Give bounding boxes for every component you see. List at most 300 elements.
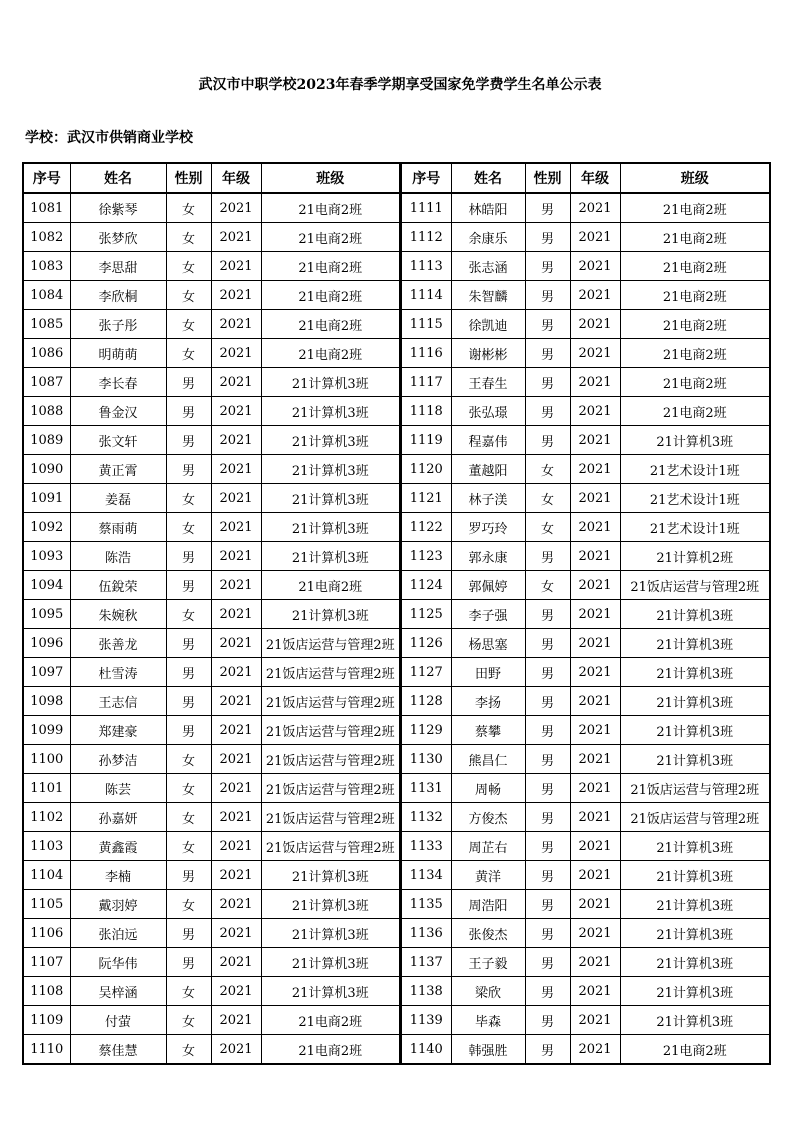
cell-class: 21电商2班 xyxy=(261,1006,400,1035)
cell-grade: 2021 xyxy=(211,890,261,919)
cell-grade: 2021 xyxy=(570,629,620,658)
table-row xyxy=(23,890,400,919)
cell-gender: 男 xyxy=(525,629,570,658)
document-title: 武汉市中职学校2023年春季学期享受国家免学费学生名单公示表 xyxy=(198,77,602,93)
cell-name: 罗巧玲 xyxy=(451,513,525,542)
cell-gender: 男 xyxy=(525,193,570,223)
table-row xyxy=(401,513,770,542)
cell-grade: 2021 xyxy=(570,368,620,397)
cell-gender: 男 xyxy=(525,281,570,310)
cell-grade: 2021 xyxy=(211,193,261,223)
header-name: 姓名 xyxy=(70,163,166,193)
cell-class: 21饭店运营与管理2班 xyxy=(261,832,400,861)
table-row xyxy=(401,1035,770,1065)
cell-class: 21计算机3班 xyxy=(620,745,770,774)
cell-class: 21计算机3班 xyxy=(620,658,770,687)
cell-class: 21计算机3班 xyxy=(620,716,770,745)
cell-number: 1134 xyxy=(401,861,451,890)
cell-number: 1131 xyxy=(401,774,451,803)
cell-name: 戴羽婷 xyxy=(70,890,166,919)
cell-class: 21电商2班 xyxy=(620,281,770,310)
table-row xyxy=(23,571,400,600)
cell-name: 张子彤 xyxy=(70,310,166,339)
cell-gender: 男 xyxy=(525,687,570,716)
cell-class: 21饭店运营与管理2班 xyxy=(261,774,400,803)
cell-grade: 2021 xyxy=(211,600,261,629)
cell-gender: 女 xyxy=(166,890,211,919)
cell-gender: 男 xyxy=(525,774,570,803)
cell-class: 21电商2班 xyxy=(620,310,770,339)
cell-number: 1114 xyxy=(401,281,451,310)
table-row xyxy=(401,803,770,832)
cell-name: 朱婉秋 xyxy=(70,600,166,629)
cell-name: 李思甜 xyxy=(70,252,166,281)
cell-grade: 2021 xyxy=(570,977,620,1006)
cell-name: 张弘璟 xyxy=(451,397,525,426)
cell-name: 蔡雨萌 xyxy=(70,513,166,542)
cell-class: 21计算机3班 xyxy=(620,890,770,919)
cell-grade: 2021 xyxy=(211,484,261,513)
cell-gender: 女 xyxy=(166,339,211,368)
cell-class: 21计算机3班 xyxy=(261,513,400,542)
cell-class: 21电商2班 xyxy=(620,1035,770,1065)
cell-name: 田野 xyxy=(451,658,525,687)
cell-number: 1092 xyxy=(23,513,70,542)
cell-gender: 女 xyxy=(166,252,211,281)
cell-grade: 2021 xyxy=(570,426,620,455)
cell-name: 孙梦洁 xyxy=(70,745,166,774)
cell-gender: 女 xyxy=(166,803,211,832)
header-gender: 性别 xyxy=(525,163,570,193)
table-row xyxy=(401,571,770,600)
header-gender: 性别 xyxy=(166,163,211,193)
cell-gender: 女 xyxy=(166,745,211,774)
cell-number: 1138 xyxy=(401,977,451,1006)
cell-grade: 2021 xyxy=(570,687,620,716)
cell-number: 1128 xyxy=(401,687,451,716)
cell-name: 程嘉伟 xyxy=(451,426,525,455)
cell-number: 1095 xyxy=(23,600,70,629)
cell-gender: 男 xyxy=(166,687,211,716)
cell-number: 1122 xyxy=(401,513,451,542)
table-row xyxy=(401,310,770,339)
cell-number: 1107 xyxy=(23,948,70,977)
cell-gender: 女 xyxy=(166,193,211,223)
cell-grade: 2021 xyxy=(211,455,261,484)
cell-class: 21计算机3班 xyxy=(261,977,400,1006)
cell-class: 21计算机3班 xyxy=(261,397,400,426)
cell-name: 陈浩 xyxy=(70,542,166,571)
table-row xyxy=(23,919,400,948)
cell-grade: 2021 xyxy=(211,716,261,745)
cell-gender: 男 xyxy=(525,223,570,252)
cell-gender: 女 xyxy=(525,455,570,484)
cell-gender: 男 xyxy=(525,397,570,426)
table-row xyxy=(401,861,770,890)
cell-gender: 男 xyxy=(525,803,570,832)
cell-grade: 2021 xyxy=(211,310,261,339)
table-row xyxy=(23,832,400,861)
cell-gender: 男 xyxy=(166,919,211,948)
cell-number: 1113 xyxy=(401,252,451,281)
cell-grade: 2021 xyxy=(570,832,620,861)
cell-grade: 2021 xyxy=(211,658,261,687)
cell-name: 陈芸 xyxy=(70,774,166,803)
cell-gender: 男 xyxy=(525,716,570,745)
cell-class: 21电商2班 xyxy=(620,397,770,426)
cell-grade: 2021 xyxy=(211,542,261,571)
cell-gender: 女 xyxy=(166,774,211,803)
cell-gender: 男 xyxy=(166,542,211,571)
cell-grade: 2021 xyxy=(570,1035,620,1065)
cell-number: 1126 xyxy=(401,629,451,658)
cell-name: 黄正霄 xyxy=(70,455,166,484)
cell-grade: 2021 xyxy=(211,223,261,252)
cell-gender: 男 xyxy=(525,339,570,368)
cell-class: 21计算机3班 xyxy=(261,455,400,484)
cell-number: 1116 xyxy=(401,339,451,368)
table-row xyxy=(23,252,400,281)
cell-number: 1136 xyxy=(401,919,451,948)
cell-number: 1093 xyxy=(23,542,70,571)
cell-name: 张俊杰 xyxy=(451,919,525,948)
cell-gender: 男 xyxy=(166,455,211,484)
cell-gender: 男 xyxy=(525,1035,570,1065)
cell-name: 张文轩 xyxy=(70,426,166,455)
cell-name: 徐凯迪 xyxy=(451,310,525,339)
cell-gender: 女 xyxy=(525,484,570,513)
table-header-row xyxy=(401,163,770,193)
cell-gender: 女 xyxy=(166,1035,211,1065)
header-name: 姓名 xyxy=(451,163,525,193)
table-row xyxy=(23,455,400,484)
cell-grade: 2021 xyxy=(570,919,620,948)
cell-class: 21计算机3班 xyxy=(620,919,770,948)
cell-name: 方俊杰 xyxy=(451,803,525,832)
cell-name: 张梦欣 xyxy=(70,223,166,252)
cell-number: 1085 xyxy=(23,310,70,339)
cell-grade: 2021 xyxy=(570,571,620,600)
cell-class: 21计算机3班 xyxy=(261,600,400,629)
school-name: 学校：武汉市供销商业学校 xyxy=(25,130,193,146)
table-row xyxy=(23,281,400,310)
cell-name: 张志涵 xyxy=(451,252,525,281)
table-row xyxy=(23,1006,400,1035)
cell-grade: 2021 xyxy=(570,745,620,774)
table-row xyxy=(23,193,400,223)
cell-gender: 男 xyxy=(525,542,570,571)
cell-number: 1135 xyxy=(401,890,451,919)
cell-number: 1110 xyxy=(23,1035,70,1065)
table-row xyxy=(401,339,770,368)
cell-grade: 2021 xyxy=(570,397,620,426)
cell-number: 1123 xyxy=(401,542,451,571)
cell-number: 1083 xyxy=(23,252,70,281)
cell-grade: 2021 xyxy=(570,600,620,629)
cell-class: 21饭店运营与管理2班 xyxy=(620,774,770,803)
cell-grade: 2021 xyxy=(570,484,620,513)
cell-name: 蔡佳慧 xyxy=(70,1035,166,1065)
cell-name: 徐紫琴 xyxy=(70,193,166,223)
table-row xyxy=(401,977,770,1006)
table-row xyxy=(23,745,400,774)
cell-grade: 2021 xyxy=(211,745,261,774)
cell-class: 21电商2班 xyxy=(261,281,400,310)
cell-class: 21计算机3班 xyxy=(261,861,400,890)
cell-grade: 2021 xyxy=(211,861,261,890)
cell-name: 孙嘉妍 xyxy=(70,803,166,832)
cell-gender: 男 xyxy=(166,861,211,890)
cell-number: 1104 xyxy=(23,861,70,890)
cell-class: 21电商2班 xyxy=(261,571,400,600)
cell-number: 1132 xyxy=(401,803,451,832)
cell-gender: 男 xyxy=(525,977,570,1006)
table-header-row xyxy=(23,163,400,193)
cell-name: 王志信 xyxy=(70,687,166,716)
cell-grade: 2021 xyxy=(211,919,261,948)
cell-name: 董越阳 xyxy=(451,455,525,484)
cell-gender: 女 xyxy=(166,513,211,542)
cell-class: 21计算机3班 xyxy=(261,890,400,919)
cell-grade: 2021 xyxy=(570,861,620,890)
cell-grade: 2021 xyxy=(211,948,261,977)
cell-number: 1094 xyxy=(23,571,70,600)
cell-class: 21计算机3班 xyxy=(620,861,770,890)
table-row xyxy=(23,977,400,1006)
cell-grade: 2021 xyxy=(570,890,620,919)
cell-name: 梁欣 xyxy=(451,977,525,1006)
cell-class: 21计算机3班 xyxy=(620,687,770,716)
cell-class: 21电商2班 xyxy=(261,310,400,339)
table-row xyxy=(401,455,770,484)
cell-class: 21电商2班 xyxy=(620,193,770,223)
cell-name: 李欣桐 xyxy=(70,281,166,310)
cell-gender: 男 xyxy=(166,948,211,977)
cell-number: 1125 xyxy=(401,600,451,629)
cell-name: 谢彬彬 xyxy=(451,339,525,368)
cell-name: 张泊远 xyxy=(70,919,166,948)
cell-gender: 男 xyxy=(166,368,211,397)
cell-grade: 2021 xyxy=(211,571,261,600)
cell-class: 21艺术设计1班 xyxy=(620,513,770,542)
table-row xyxy=(23,310,400,339)
cell-name: 李扬 xyxy=(451,687,525,716)
cell-gender: 女 xyxy=(166,484,211,513)
cell-name: 余康乐 xyxy=(451,223,525,252)
cell-grade: 2021 xyxy=(211,1035,261,1065)
cell-name: 韩强胜 xyxy=(451,1035,525,1065)
cell-name: 黄鑫霞 xyxy=(70,832,166,861)
cell-name: 周芷右 xyxy=(451,832,525,861)
cell-grade: 2021 xyxy=(570,252,620,281)
cell-grade: 2021 xyxy=(570,716,620,745)
cell-number: 1124 xyxy=(401,571,451,600)
cell-grade: 2021 xyxy=(211,629,261,658)
cell-grade: 2021 xyxy=(211,774,261,803)
table-row xyxy=(401,890,770,919)
cell-gender: 女 xyxy=(166,223,211,252)
cell-class: 21计算机3班 xyxy=(620,426,770,455)
cell-name: 王春生 xyxy=(451,368,525,397)
cell-number: 1120 xyxy=(401,455,451,484)
cell-gender: 女 xyxy=(166,600,211,629)
cell-class: 21电商2班 xyxy=(620,339,770,368)
cell-number: 1106 xyxy=(23,919,70,948)
cell-number: 1140 xyxy=(401,1035,451,1065)
cell-gender: 女 xyxy=(525,513,570,542)
cell-gender: 男 xyxy=(166,571,211,600)
cell-class: 21电商2班 xyxy=(620,368,770,397)
cell-number: 1101 xyxy=(23,774,70,803)
cell-gender: 男 xyxy=(525,600,570,629)
student-table-right xyxy=(400,162,771,1065)
cell-number: 1130 xyxy=(401,745,451,774)
table-row xyxy=(401,716,770,745)
cell-gender: 男 xyxy=(166,397,211,426)
cell-number: 1097 xyxy=(23,658,70,687)
cell-number: 1118 xyxy=(401,397,451,426)
table-row xyxy=(401,745,770,774)
cell-grade: 2021 xyxy=(211,368,261,397)
table-row xyxy=(401,397,770,426)
table-row xyxy=(23,600,400,629)
cell-class: 21计算机3班 xyxy=(261,426,400,455)
cell-number: 1090 xyxy=(23,455,70,484)
cell-class: 21饭店运营与管理2班 xyxy=(261,745,400,774)
cell-name: 熊昌仁 xyxy=(451,745,525,774)
table-row xyxy=(23,861,400,890)
cell-class: 21电商2班 xyxy=(261,1035,400,1065)
table-row xyxy=(23,658,400,687)
cell-name: 姜磊 xyxy=(70,484,166,513)
cell-number: 1119 xyxy=(401,426,451,455)
cell-number: 1091 xyxy=(23,484,70,513)
cell-grade: 2021 xyxy=(211,832,261,861)
cell-name: 周畅 xyxy=(451,774,525,803)
cell-number: 1086 xyxy=(23,339,70,368)
cell-class: 21计算机3班 xyxy=(261,542,400,571)
cell-gender: 男 xyxy=(525,426,570,455)
cell-name: 林子渼 xyxy=(451,484,525,513)
cell-class: 21饭店运营与管理2班 xyxy=(261,687,400,716)
header-grade: 年级 xyxy=(211,163,261,193)
table-row xyxy=(401,223,770,252)
cell-name: 李楠 xyxy=(70,861,166,890)
cell-class: 21电商2班 xyxy=(261,252,400,281)
cell-name: 明萌萌 xyxy=(70,339,166,368)
cell-grade: 2021 xyxy=(211,397,261,426)
cell-grade: 2021 xyxy=(211,803,261,832)
table-row xyxy=(401,658,770,687)
cell-class: 21计算机3班 xyxy=(261,368,400,397)
cell-name: 黄洋 xyxy=(451,861,525,890)
cell-name: 杨思塞 xyxy=(451,629,525,658)
cell-number: 1121 xyxy=(401,484,451,513)
cell-number: 1112 xyxy=(401,223,451,252)
cell-number: 1139 xyxy=(401,1006,451,1035)
cell-gender: 男 xyxy=(525,368,570,397)
cell-gender: 男 xyxy=(166,658,211,687)
cell-number: 1129 xyxy=(401,716,451,745)
cell-class: 21饭店运营与管理2班 xyxy=(620,803,770,832)
cell-gender: 女 xyxy=(166,1006,211,1035)
table-row xyxy=(401,426,770,455)
cell-number: 1089 xyxy=(23,426,70,455)
cell-class: 21饭店运营与管理2班 xyxy=(620,571,770,600)
cell-gender: 男 xyxy=(166,716,211,745)
cell-grade: 2021 xyxy=(570,513,620,542)
cell-class: 21计算机3班 xyxy=(620,1006,770,1035)
cell-number: 1102 xyxy=(23,803,70,832)
header-number: 序号 xyxy=(401,163,451,193)
cell-grade: 2021 xyxy=(570,803,620,832)
cell-grade: 2021 xyxy=(211,977,261,1006)
table-row xyxy=(401,919,770,948)
cell-class: 21计算机3班 xyxy=(620,948,770,977)
table-row xyxy=(401,542,770,571)
cell-number: 1133 xyxy=(401,832,451,861)
cell-grade: 2021 xyxy=(570,193,620,223)
cell-gender: 男 xyxy=(525,658,570,687)
cell-number: 1099 xyxy=(23,716,70,745)
cell-class: 21计算机3班 xyxy=(620,629,770,658)
cell-number: 1137 xyxy=(401,948,451,977)
cell-name: 郑建豪 xyxy=(70,716,166,745)
table-row xyxy=(401,368,770,397)
cell-gender: 女 xyxy=(166,310,211,339)
cell-name: 李子强 xyxy=(451,600,525,629)
cell-name: 朱智麟 xyxy=(451,281,525,310)
table-row xyxy=(401,281,770,310)
header-class: 班级 xyxy=(620,163,770,193)
cell-class: 21电商2班 xyxy=(620,223,770,252)
cell-number: 1096 xyxy=(23,629,70,658)
table-row xyxy=(23,542,400,571)
cell-name: 吴梓涵 xyxy=(70,977,166,1006)
cell-gender: 男 xyxy=(525,252,570,281)
cell-name: 王子毅 xyxy=(451,948,525,977)
cell-gender: 男 xyxy=(525,890,570,919)
cell-name: 林皓阳 xyxy=(451,193,525,223)
cell-number: 1103 xyxy=(23,832,70,861)
table-row xyxy=(23,716,400,745)
cell-grade: 2021 xyxy=(570,281,620,310)
table-row xyxy=(401,832,770,861)
cell-name: 伍銳荣 xyxy=(70,571,166,600)
cell-gender: 女 xyxy=(166,977,211,1006)
table-row xyxy=(23,397,400,426)
cell-class: 21饭店运营与管理2班 xyxy=(261,658,400,687)
cell-name: 鲁金汉 xyxy=(70,397,166,426)
cell-name: 周浩阳 xyxy=(451,890,525,919)
cell-number: 1084 xyxy=(23,281,70,310)
cell-grade: 2021 xyxy=(570,1006,620,1035)
header-grade: 年级 xyxy=(570,163,620,193)
cell-gender: 女 xyxy=(166,281,211,310)
cell-gender: 男 xyxy=(166,426,211,455)
table-row xyxy=(23,774,400,803)
cell-number: 1105 xyxy=(23,890,70,919)
cell-name: 付萤 xyxy=(70,1006,166,1035)
cell-grade: 2021 xyxy=(211,426,261,455)
cell-grade: 2021 xyxy=(211,281,261,310)
student-table-left xyxy=(22,162,401,1065)
cell-name: 阮华伟 xyxy=(70,948,166,977)
cell-class: 21艺术设计1班 xyxy=(620,455,770,484)
table-row xyxy=(401,687,770,716)
table-row xyxy=(23,948,400,977)
cell-name: 李长春 xyxy=(70,368,166,397)
